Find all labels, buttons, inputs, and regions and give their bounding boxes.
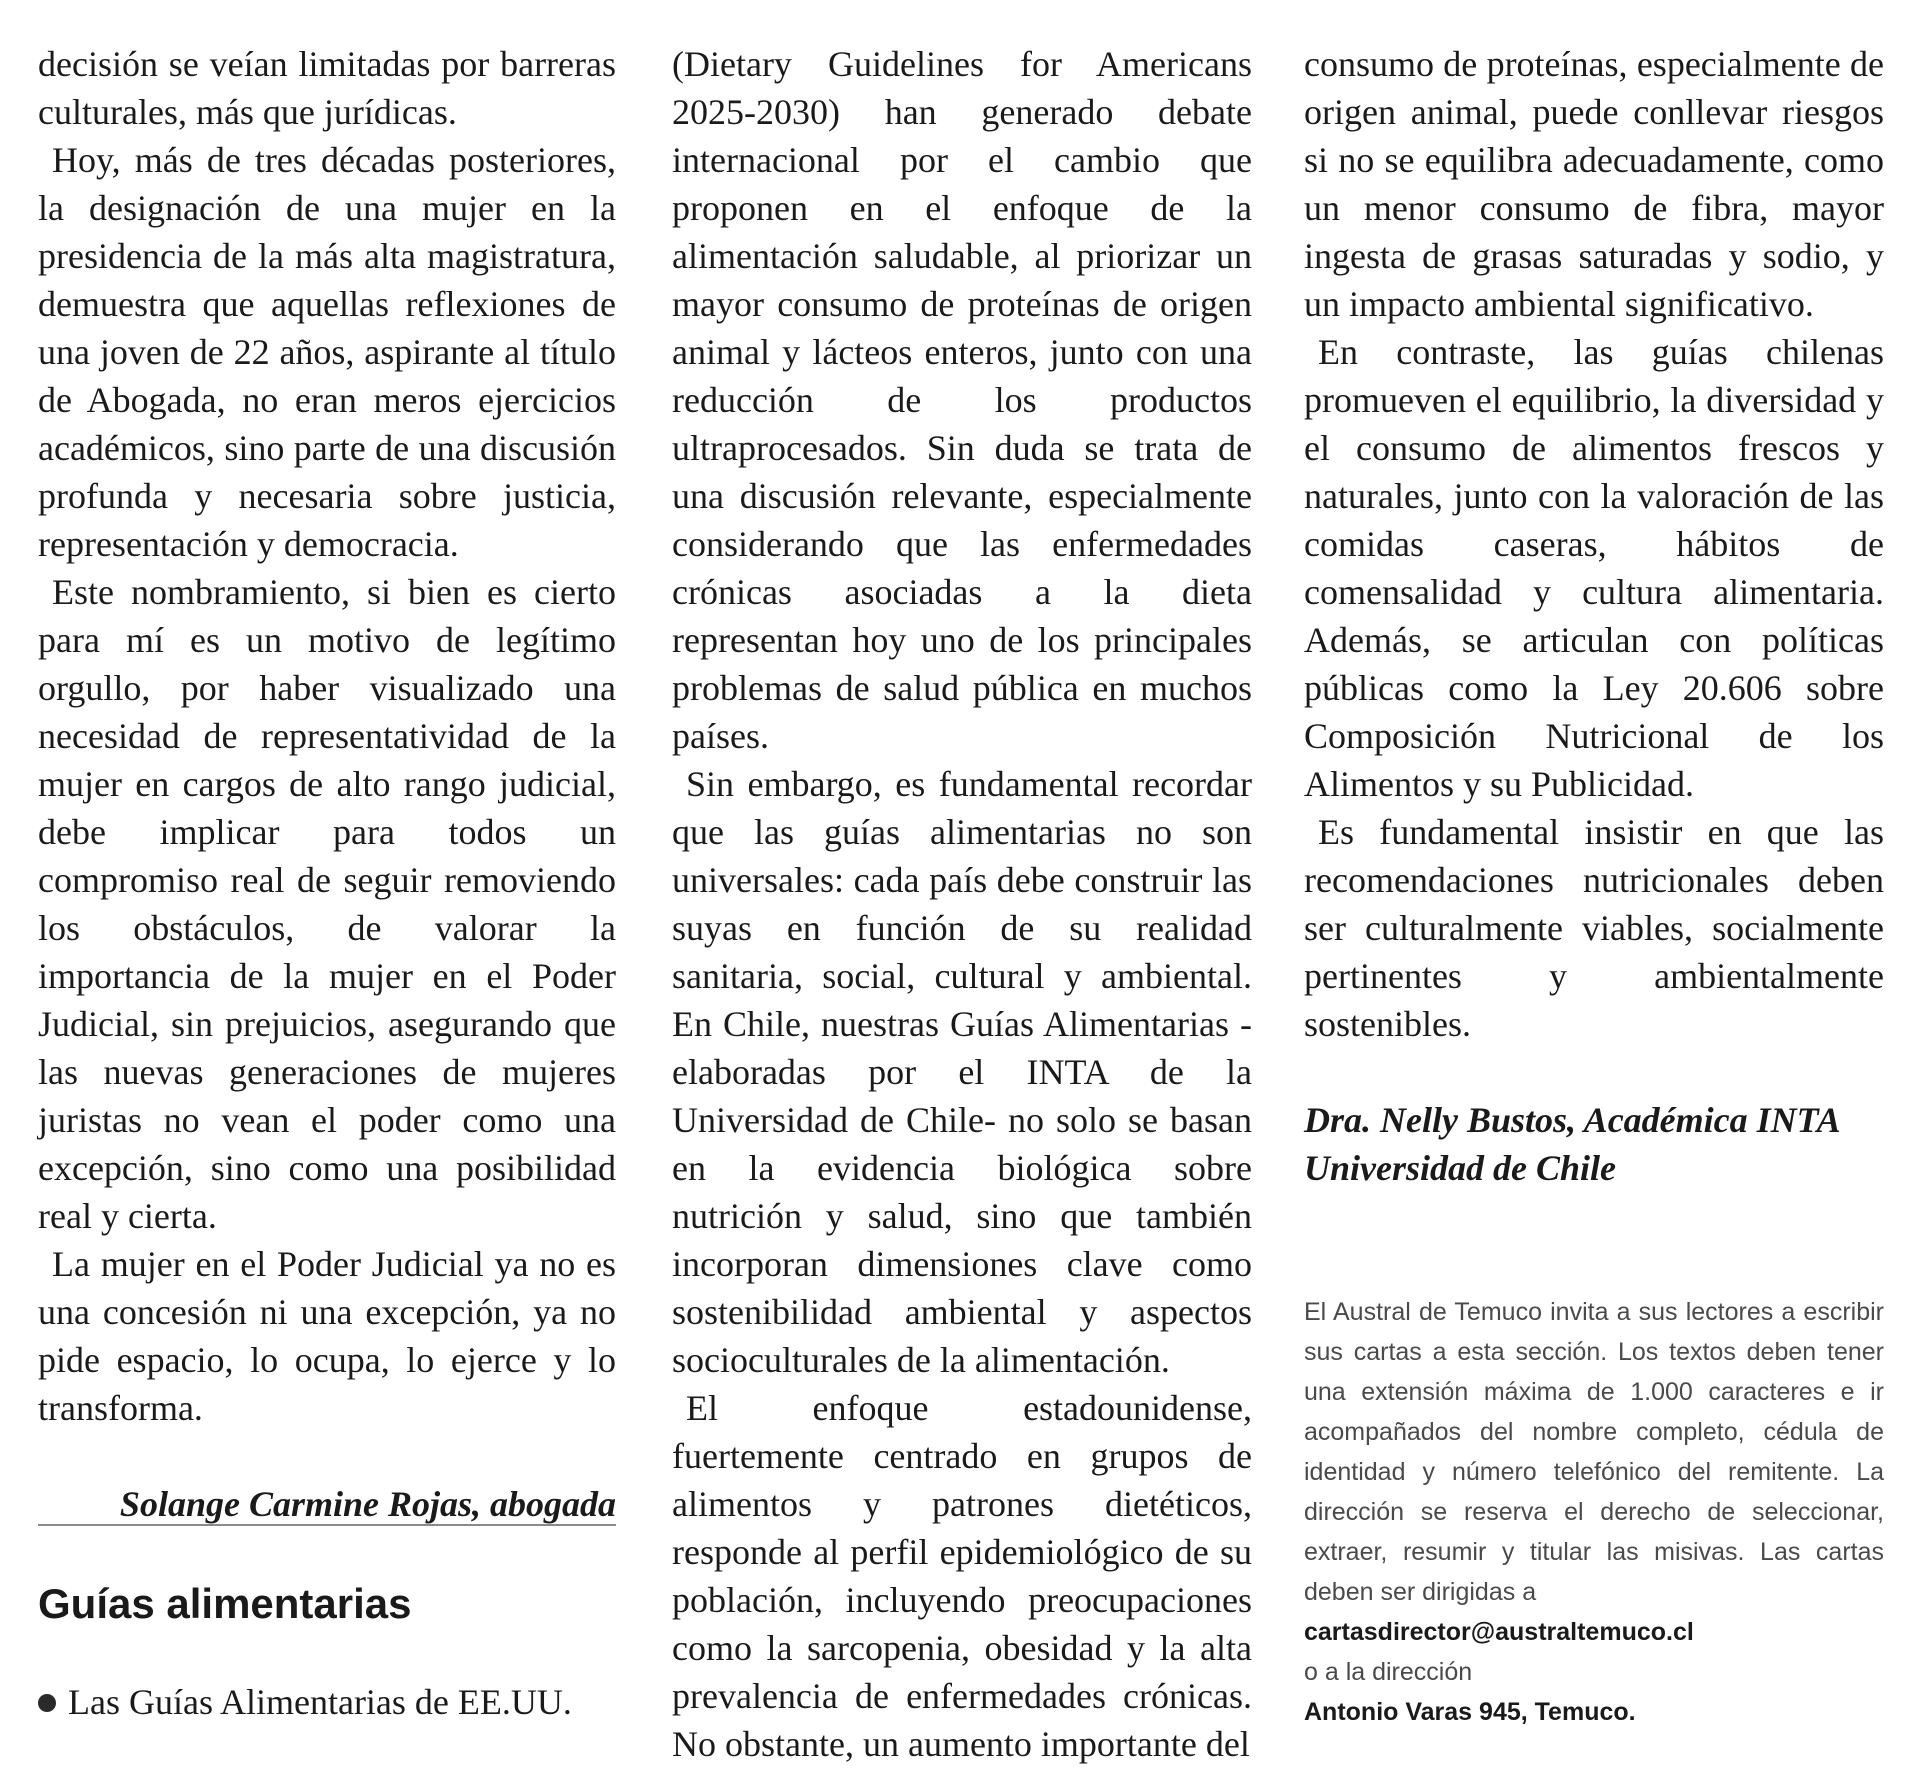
letter-signature [1304, 1096, 1884, 1192]
letter-column-2 [672, 40, 1252, 1768]
letter-paragraph: decisión se veían limitadas por barreras culturales, más que jurídicas. [38, 44, 616, 132]
letter-signature: Solange Carmine Rojas, abogada [119, 1484, 616, 1524]
letter-paragraph: La mujer en el Poder Judicial ya no es una concesión ni una excepción, ya no pide espacio, lo ocupa, lo ejerce y lo transforma. [38, 1244, 616, 1428]
letter-paragraph: Es fundamental insistir en que las recomendaciones nutricionales deben ser culturalmente viables, socialmente pertinentes y ambientalmente sostenibles. [1304, 812, 1884, 1044]
notice-or-address: o a la dirección [1304, 1658, 1473, 1686]
signature-line-1: Dra. Nelly Bustos, Académica INTA [1304, 1100, 1841, 1140]
signature-line-2: Universidad de Chile [1304, 1148, 1616, 1188]
letter-paragraph: (Dietary Guidelines for Americans 2025-2030) han generado debate internacional por el cambio que proponen en el enfoque de la alimentación saludable, al priorizar un mayor consumo de proteínas de origen animal y lácteos enteros, junto con una reducción de los productos ultraprocesados. Sin duda se trata de una discusión relevante, especialmente considerando que las enfermedades crónicas asociadas a la dieta representan hoy uno de los principales problemas de salud pública en muchos países. [672, 44, 1252, 756]
bullet-icon [38, 1694, 56, 1712]
letter-column-3 [1304, 40, 1884, 1192]
section-divider [38, 1524, 616, 1526]
notice-email: cartasdirector@australtemuco.cl [1304, 1618, 1694, 1646]
letter-paragraph: En contraste, las guías chilenas promueven el equilibrio, la diversidad y el consumo de alimentos frescos y naturales, junto con la valoración de las comidas caseras, hábitos de comensalidad y cultura alimentaria. Además, se articulan con políticas públicas como la Ley 20.606 sobre Composición Nutricional de los Alimentos y su Publicidad. [1304, 332, 1884, 804]
letter-paragraph: Hoy, más de tres décadas posteriores, la designación de una mujer en la presidencia de la más alta magistratura, demuestra que aquellas reflexiones de una joven de 22 años, aspirante al título de Abogada, no eran meros ejercicios académicos, sino parte de una discusión profunda y necesaria sobre justicia, representación y democracia. [38, 140, 616, 564]
submission-notice [1304, 1292, 1884, 1732]
letter-paragraph: consumo de proteínas, especialmente de origen animal, puede conllevar riesgos si no se equilibra adecuadamente, como un menor consumo de fibra, mayor ingesta de grasas saturadas y sodio, y un impacto ambiental significativo. [1304, 44, 1884, 324]
section-lead-text: Las Guías Alimentarias de EE.UU. [68, 1682, 572, 1722]
letter-paragraph: Sin embargo, es fundamental recordar que las guías alimentarias no son universales: cada país debe construir las suyas en función de su realidad sanitaria, social, cultural y ambiental. En Chile, nuestras Guías Alimentarias -elaboradas por el INTA de la Universidad de Chile- no solo se basan en la evidencia biológica sobre nutrición y salud, sino que también incorporan dimensiones clave como sostenibilidad ambiental y aspectos socioculturales de la alimentación. [672, 764, 1252, 1380]
letter-paragraph: Este nombramiento, si bien es cierto para mí es un motivo de legítimo orgullo, por haber visualizado una necesidad de representatividad de la mujer en cargos de alto rango judicial, debe implicar para todos un compromiso real de seguir removiendo los obstáculos, de valorar la importancia de la mujer en el Poder Judicial, sin prejuicios, asegurando que las nuevas generaciones de mujeres juristas no vean el poder como una excepción, sino como una posibilidad real y cierta. [38, 572, 616, 1236]
notice-intro: El Austral de Temuco invita a sus lectores a escribir sus cartas a esta sección. Los textos deben tener una extensión máxima de 1.000 caracteres e ir acompañados del nombre completo, cédula de identidad y número telefónico del remitente. La dirección se reserva el derecho de seleccionar, extraer, resumir y titular las misivas. Las cartas deben ser dirigidas a [1304, 1298, 1884, 1606]
section-lead [38, 1678, 628, 1726]
letter-column-1 [38, 40, 616, 1528]
notice-address: Antonio Varas 945, Temuco. [1304, 1698, 1636, 1726]
section-title: Guías alimentarias [38, 1580, 412, 1627]
letter-paragraph: El enfoque estadounidense, fuertemente centrado en grupos de alimentos y patrones dietéticos, responde al perfil epidemiológico de su población, incluyendo preocupaciones como la sarcopenia, obesidad y la alta prevalencia de enfermedades crónicas. No obstante, un aumento importante del [672, 1388, 1252, 1764]
